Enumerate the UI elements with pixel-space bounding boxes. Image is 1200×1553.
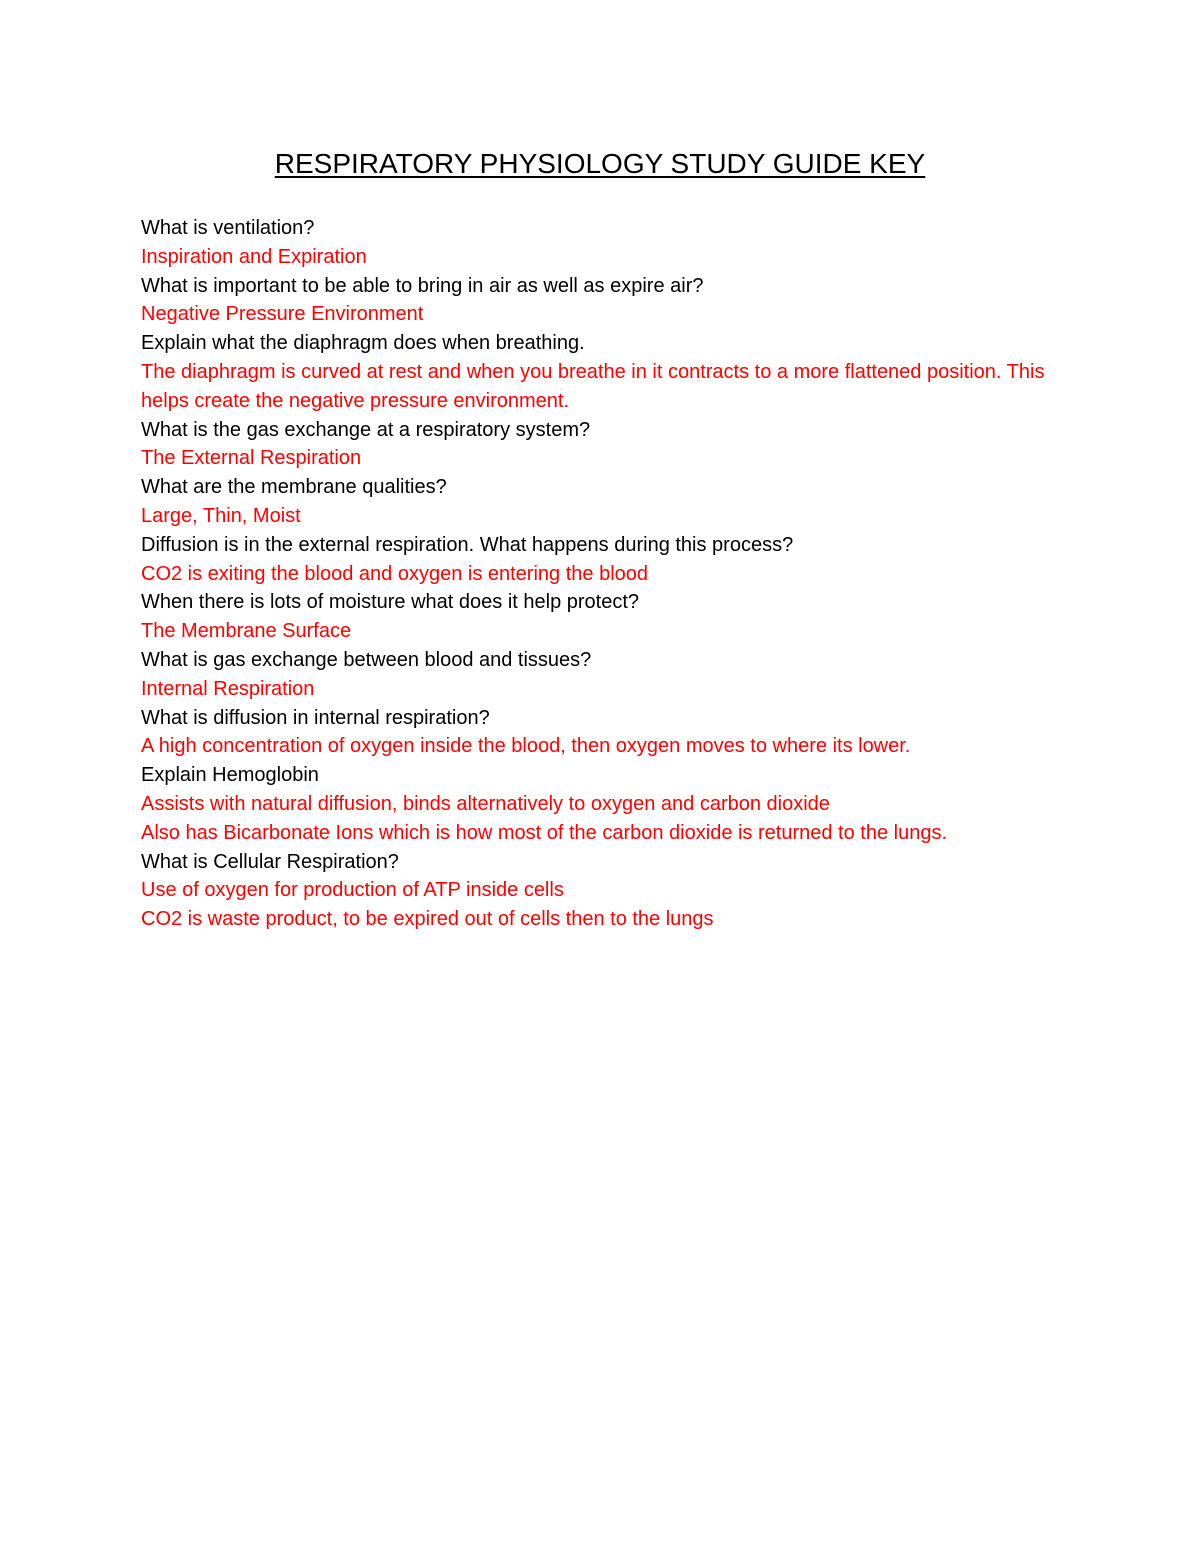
answer-line: Assists with natural diffusion, binds alternatively to oxygen and carbon dioxide — [141, 792, 830, 815]
question-line: What is Cellular Respiration? — [141, 850, 399, 873]
answer-line: A high concentration of oxygen inside the blood, then oxygen moves to where its lower. — [141, 735, 911, 758]
answer-line: Negative Pressure Environment — [141, 303, 424, 326]
qa-list — [141, 214, 1061, 934]
question-line: Explain what the diaphragm does when breathing. — [141, 332, 585, 355]
question-line: What is important to be able to bring in air as well as expire air? — [141, 274, 704, 297]
answer-line: The Membrane Surface — [141, 620, 352, 643]
answer-line: The External Respiration — [141, 447, 362, 470]
question-line: What is the gas exchange at a respiratory system? — [141, 418, 591, 441]
document-title: RESPIRATORY PHYSIOLOGY STUDY GUIDE KEY — [274, 148, 926, 179]
question-line: Explain Hemoglobin — [141, 764, 319, 787]
question-line: When there is lots of moisture what does it help protect? — [141, 591, 640, 614]
answer-line: Also has Bicarbonate Ions which is how most of the carbon dioxide is returned to the lungs. — [141, 821, 948, 844]
answer-line: Use of oxygen for production of ATP inside cells — [141, 879, 564, 902]
answer-line: The diaphragm is curved at rest and when you breathe in it contracts to a more flattened position. This helps create the negative pressure environment. — [141, 360, 1045, 412]
question-line: What is gas exchange between blood and tissues? — [141, 648, 592, 671]
question-line: What is ventilation? — [141, 217, 315, 239]
answer-line: Large, Thin, Moist — [141, 504, 301, 527]
question-line: What is diffusion in internal respiration? — [141, 706, 490, 729]
answer-line: Inspiration and Expiration — [141, 245, 367, 268]
answer-line: Internal Respiration — [141, 677, 315, 700]
question-line: What are the membrane qualities? — [141, 476, 447, 499]
answer-line: CO2 is exiting the blood and oxygen is entering the blood — [141, 562, 649, 585]
answer-line: CO2 is waste product, to be expired out of cells then to the lungs — [141, 908, 714, 931]
question-line: Diffusion is in the external respiration. What happens during this process? — [141, 533, 794, 556]
